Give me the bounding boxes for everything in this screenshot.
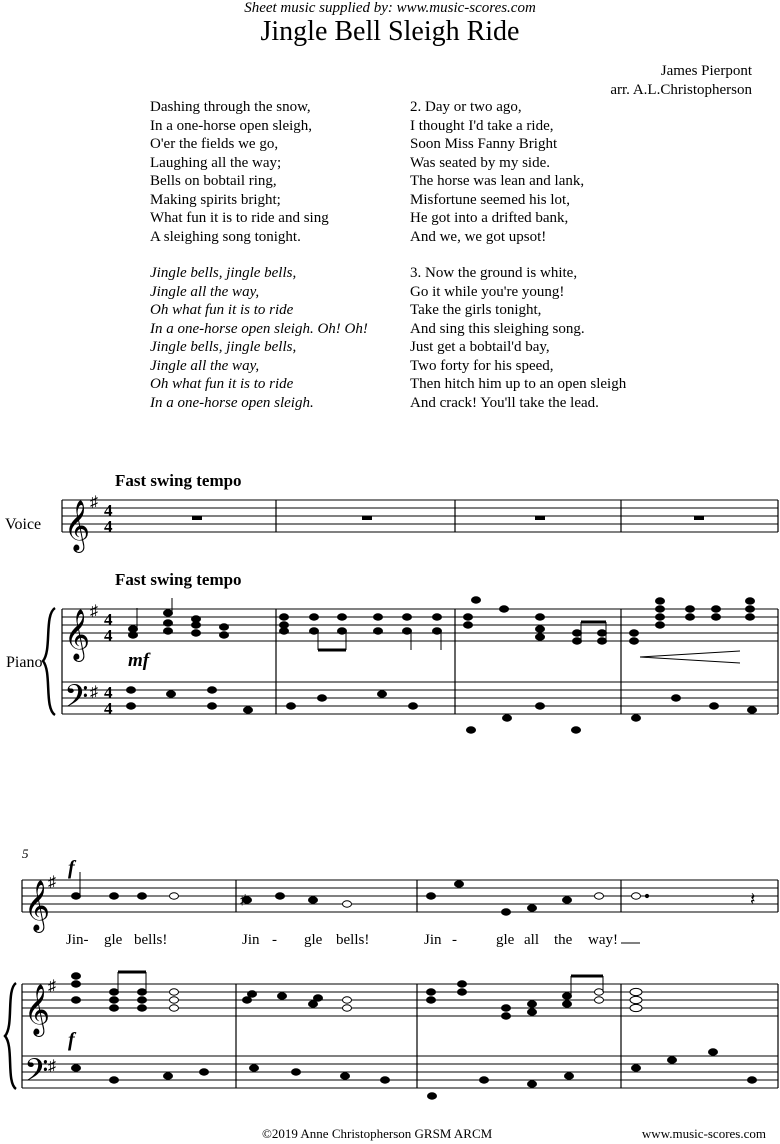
time-sig-bottom: 4: [104, 626, 113, 645]
lyric-line: And sing this sleighing song.: [410, 320, 585, 337]
piano-brace: [5, 983, 16, 1089]
lyric-line: Soon Miss Fanny Bright: [410, 136, 558, 152]
sung-syllable: Jin: [242, 932, 260, 948]
lyric-line: Jingle all the way,: [150, 283, 260, 300]
treble-clef-icon: 𝄞: [24, 985, 51, 1034]
lyric-line: Just get a bobtail'd bay,: [410, 339, 550, 355]
lyric-line: The horse was lean and lank,: [410, 173, 585, 189]
bass-clef-icon: 𝄢: [64, 680, 89, 722]
voice-label: Voice: [5, 516, 42, 533]
lyric-line: 3. Now the ground is white,: [410, 265, 578, 281]
composer-name: James Pierpont: [660, 63, 752, 79]
sung-syllable: way!: [588, 932, 618, 948]
lyric-line: I thought I'd take a ride,: [410, 117, 554, 134]
piano-bass-staff: [62, 682, 778, 714]
sharp-icon: ♯: [48, 978, 56, 995]
treble-clef-icon: 𝄞: [24, 881, 51, 930]
footer-website: www.music-scores.com: [641, 1126, 766, 1141]
lyric-line: Jingle all the way,: [150, 357, 260, 374]
piano-treble-staff-2: [22, 984, 778, 1016]
time-signatures: [104, 501, 113, 718]
sung-syllable: Jin-: [66, 932, 89, 948]
dynamic-mf: mf: [128, 650, 150, 671]
measure-number: 5: [22, 846, 29, 861]
sung-syllable: -: [272, 932, 277, 948]
lyric-line: Two forty for his speed,: [410, 357, 554, 374]
lyric-line: Jingle bells, jingle bells,: [150, 265, 297, 281]
bass-clef-icon: 𝄢: [24, 1054, 49, 1096]
sung-syllable: Jin: [424, 932, 442, 948]
sung-syllable: gle: [496, 932, 515, 948]
sung-syllable: bells!: [134, 932, 168, 948]
lyric-line: In a one-horse open sleigh. Oh! Oh!: [150, 320, 368, 337]
system-2: [5, 846, 778, 1099]
piano-label: Piano: [6, 654, 43, 671]
lyric-line: And crack! You'll take the lead.: [410, 394, 599, 411]
lyric-line: Bells on bobtail ring,: [150, 173, 277, 189]
voice-notes-2: [72, 872, 649, 915]
lyric-line: He got into a drifted bank,: [410, 210, 569, 226]
sung-syllable: all: [524, 932, 539, 948]
lyric-line: In a one-horse open sleigh.: [150, 394, 314, 411]
copyright-notice: ©2019 Anne Christopherson GRSM ARCM: [262, 1126, 493, 1141]
quarter-rest-icon: 𝄽: [750, 889, 756, 909]
supplied-by-note: Sheet music supplied by: www.music-scores.com: [244, 0, 536, 16]
tempo-marking-piano: Fast swing tempo: [115, 570, 242, 589]
lyric-line: And we, we got upsot!: [410, 228, 547, 245]
lyric-line: Take the girls tonight,: [410, 302, 542, 318]
time-sig-top: 4: [104, 501, 113, 520]
treble-clef-icon: 𝄞: [64, 501, 91, 550]
tempo-marking-voice: Fast swing tempo: [115, 471, 242, 490]
lyric-line: Misfortune seemed his lot,: [410, 191, 570, 208]
time-sig-bottom: 4: [104, 517, 113, 536]
sharp-icon: ♯: [48, 1058, 56, 1075]
whole-rests: [192, 516, 704, 520]
voice-staff: [62, 500, 778, 532]
sung-lyrics: [66, 932, 618, 948]
lyric-line: Oh what fun it is to ride: [150, 302, 294, 318]
lyric-line: Oh what fun it is to ride: [150, 376, 294, 392]
page-title: Jingle Bell Sleigh Ride: [260, 16, 520, 47]
lyric-line: Dashing through the snow,: [150, 99, 311, 115]
system-1: [5, 471, 778, 733]
piano-bass-staff-2: [22, 1056, 778, 1088]
lyric-line: Making spirits bright;: [150, 191, 281, 208]
lyric-line: Jingle bells, jingle bells,: [150, 339, 297, 355]
piano-treble-notes-2: [72, 972, 643, 1019]
lyric-line: 2. Day or two ago,: [410, 99, 522, 115]
sung-syllable: bells!: [336, 932, 370, 948]
sung-syllable: gle: [304, 932, 323, 948]
piano-bass-notes: [127, 687, 757, 733]
dynamic-f-voice: f: [68, 857, 75, 879]
sharp-icon: ♯: [240, 893, 247, 908]
treble-clef-icon: 𝄞: [64, 610, 91, 659]
time-sig-top: 4: [104, 683, 113, 702]
arranger-name: arr. A.L.Christopherson: [610, 82, 752, 98]
crescendo-hairpin: [640, 651, 740, 663]
lyric-line: O'er the fields we go,: [150, 136, 279, 152]
sharp-icon: ♯: [90, 684, 98, 701]
piano-brace: [43, 608, 55, 715]
time-sig-top: 4: [104, 610, 113, 629]
time-sig-bottom: 4: [104, 699, 113, 718]
sung-syllable: the: [554, 932, 573, 948]
sharp-icon: ♯: [90, 494, 98, 511]
sharp-icon: ♯: [48, 874, 56, 891]
voice-staff-2: [22, 880, 778, 912]
lyric-line: Laughing all the way;: [150, 154, 282, 171]
sung-syllable: -: [452, 932, 457, 948]
sung-syllable: gle: [104, 932, 123, 948]
piano-treble-notes: [129, 597, 755, 650]
lyric-line: What fun it is to ride and sing: [150, 210, 329, 226]
sharp-icon: ♯: [90, 603, 98, 620]
dynamic-f-piano: f: [68, 1029, 75, 1051]
lyric-line: Then hitch him up to an open sleigh: [410, 376, 627, 392]
lyric-line: Was seated by my side.: [410, 154, 551, 171]
lyric-line: In a one-horse open sleigh,: [150, 117, 313, 134]
lyric-line: A sleighing song tonight.: [150, 228, 301, 245]
lyric-line: Go it while you're young!: [410, 283, 565, 300]
